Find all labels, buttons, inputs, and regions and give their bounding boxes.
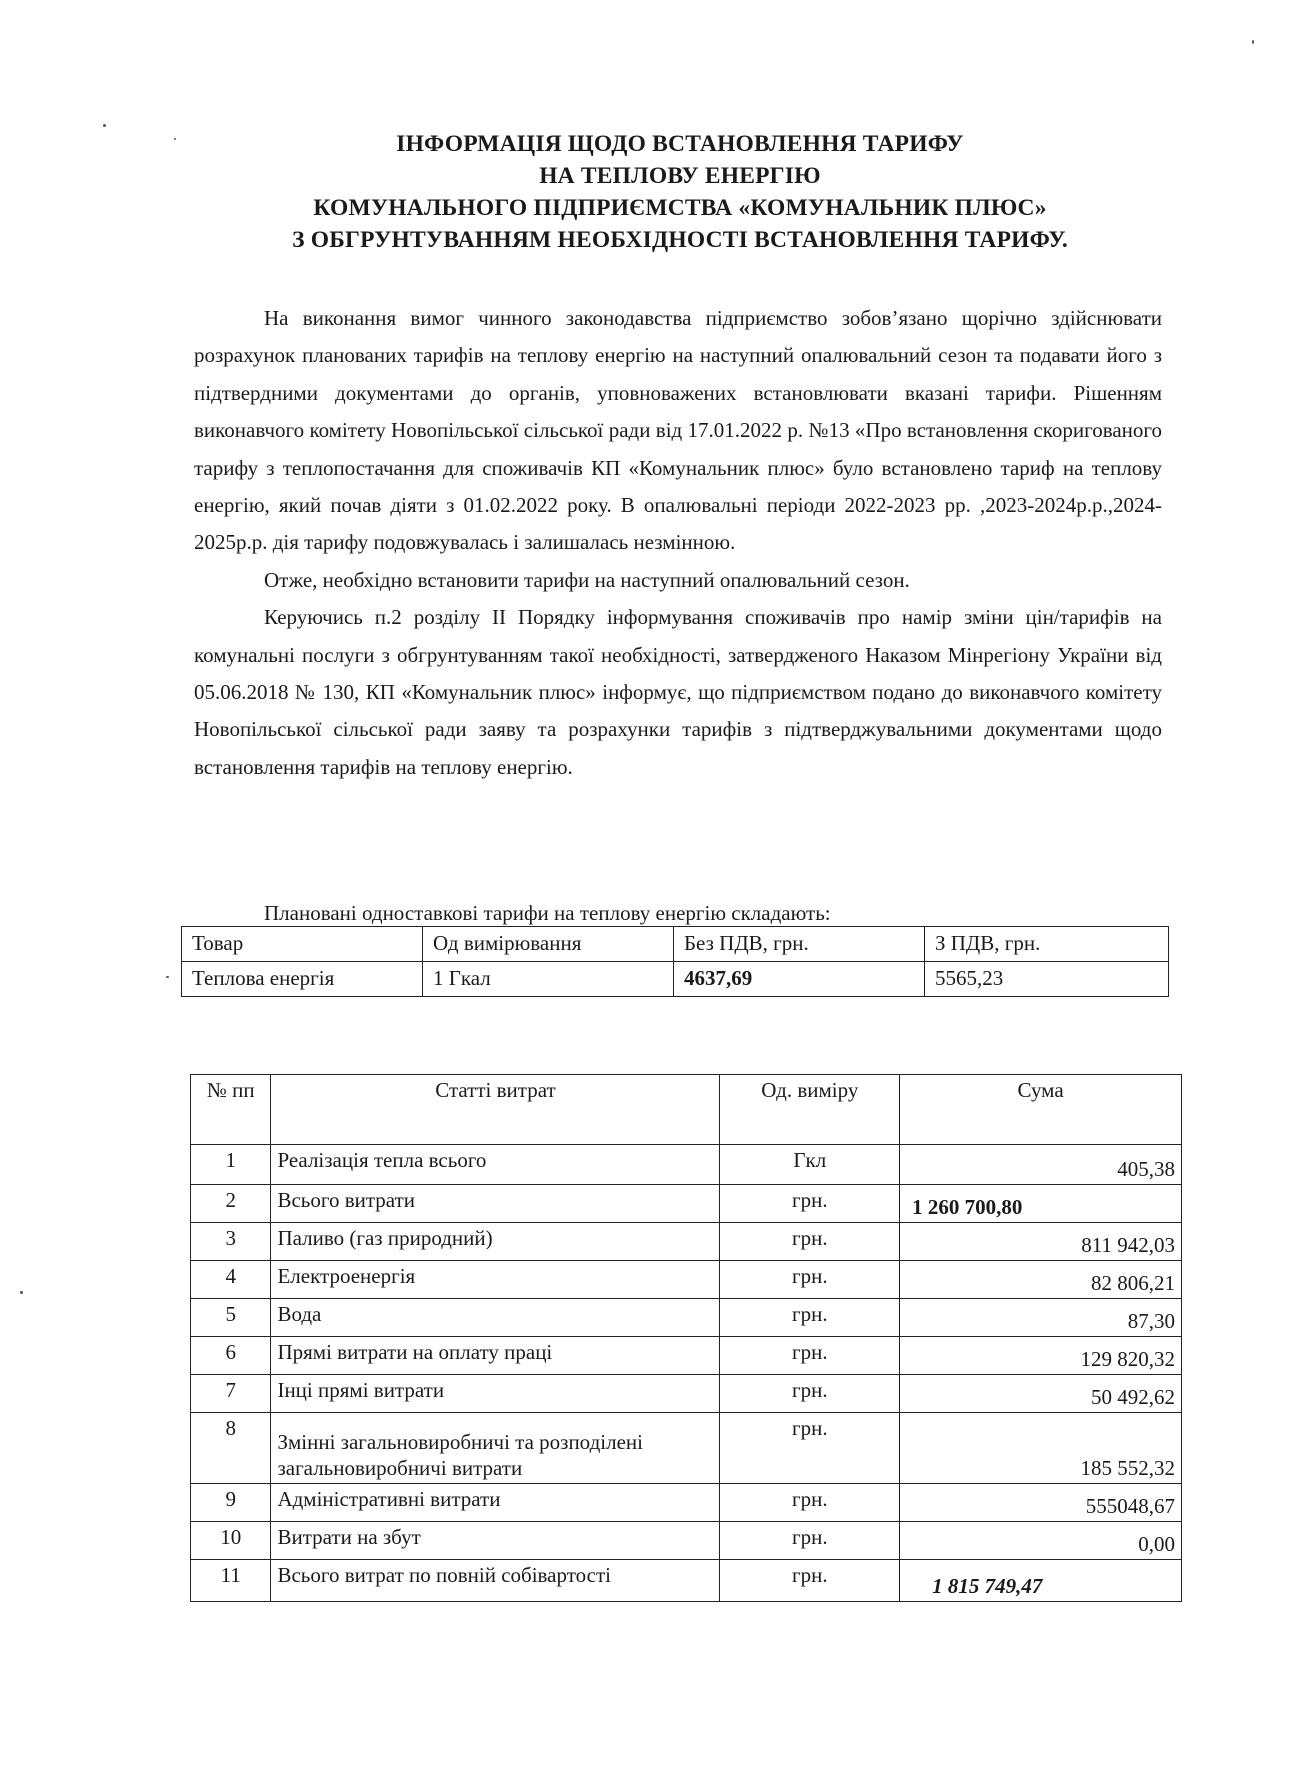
row-number: 1 [191, 1145, 271, 1185]
row-number: 7 [191, 1375, 271, 1413]
tariff-header-cell: Товар [182, 927, 423, 962]
row-number: 10 [191, 1522, 271, 1560]
table-row [191, 1185, 1182, 1223]
row-unit: грн. [720, 1560, 900, 1602]
tariff-cell-product: Теплова енергія [182, 962, 423, 997]
tariff-header-cell: Од вимірювання [423, 927, 674, 962]
tariff-cell-without-vat: 4637,69 [674, 962, 925, 997]
tariff-table [181, 926, 1169, 997]
row-number: 5 [191, 1299, 271, 1337]
title-line-2: НА ТЕПЛОВУ ЕНЕРГІЮ [539, 163, 821, 189]
row-sum: 185 552,32 [900, 1413, 1182, 1484]
table-row [191, 1522, 1182, 1560]
row-number: 8 [191, 1413, 271, 1484]
tariff-header-cell: З ПДВ, грн. [925, 927, 1169, 962]
table-row [191, 1145, 1182, 1185]
row-number: 2 [191, 1185, 271, 1223]
tariff-row [182, 962, 1169, 997]
row-number: 6 [191, 1337, 271, 1375]
scan-speck [20, 1291, 23, 1294]
row-sum: 1 260 700,80 [900, 1185, 1182, 1223]
title-line-1: ІНФОРМАЦІЯ ЩОДО ВСТАНОВЛЕННЯ ТАРИФУ [396, 131, 964, 157]
row-unit: грн. [720, 1375, 900, 1413]
row-unit: грн. [720, 1299, 900, 1337]
row-unit: грн. [720, 1337, 900, 1375]
title-line-4: З ОБГРУНТУВАННЯМ НЕОБХІДНОСТІ ВСТАНОВЛЕННЯ ТАРИФУ. [292, 227, 1068, 253]
row-number: 3 [191, 1223, 271, 1261]
row-unit: Гкл [720, 1145, 900, 1185]
tariff-header-cell: Без ПДВ, грн. [674, 927, 925, 962]
paragraph-3: Керуючись п.2 розділу ІІ Порядку інформування споживачів про намір зміни цін/тарифів на комунальні послуги з обгрунтуванням такої необхідності, затвердженого Наказом Мінрегіону України від 05.06.2018 № 130, КП «Комунальник плюс» інформує, що підприємством подано до виконавчого комітету Новопільської сільської ради заяву та розрахунки тарифів з підтверджувальними документами щодо встановлення тарифів на теплову енергію. [194, 605, 1162, 779]
row-item: Інці прямі витрати [271, 1375, 720, 1413]
cost-header-sum: Сума [900, 1075, 1182, 1145]
cost-header-unit: Од. виміру [720, 1075, 900, 1145]
cost-header-items: Статті витрат [271, 1075, 720, 1145]
row-number: 9 [191, 1484, 271, 1522]
cost-table [190, 1074, 1182, 1602]
row-unit: грн. [720, 1413, 900, 1484]
tariff-cell-unit: 1 Гкал [423, 962, 674, 997]
row-sum: 0,00 [900, 1522, 1182, 1560]
row-unit: грн. [720, 1223, 900, 1261]
table-row [191, 1337, 1182, 1375]
row-sum: 87,30 [900, 1299, 1182, 1337]
paragraph-2: Отже, необхідно встановити тарифи на наступний опалювальний сезон. [264, 567, 910, 592]
scan-speck [174, 138, 176, 140]
row-sum: 405,38 [900, 1145, 1182, 1185]
row-item: Всього витрат по повній собівартості [271, 1560, 720, 1602]
row-unit: грн. [720, 1185, 900, 1223]
row-item: Змінні загальновиробничі та розподілені загальновиробничі витрати [271, 1413, 720, 1484]
row-sum: 811 942,03 [900, 1223, 1182, 1261]
row-unit: грн. [720, 1261, 900, 1299]
row-sum: 82 806,21 [900, 1261, 1182, 1299]
table-row [191, 1413, 1182, 1484]
scan-speck [103, 124, 106, 127]
row-item: Всього витрати [271, 1185, 720, 1223]
tariff-header-row [182, 927, 1169, 962]
paragraph-1: На виконання вимог чинного законодавства підприємство зобов’язано щорічно здійснювати розрахунок планованих тарифів на теплову енергію на наступний опалювальний сезон та подавати його з підтвердними документами до органів, уповноважених встановлювати вказані тарифи. Рішенням виконавчого комітету Новопільської сільської ради від 17.01.2022 р. №13 «Про встановлення скоригованого тарифу з теплопостачання для споживачів КП «Комунальник плюс» було встановлено тариф на теплову енергію, який почав діяти з 01.02.2022 року. В опалювальні періоди 2022-2023 рр. ,2023-2024р.р.,2024-2025р.р. дія тарифу подовжувалась і залишалась незмінною. [194, 306, 1162, 555]
table-row [191, 1299, 1182, 1337]
row-item: Вода [271, 1299, 720, 1337]
table-row [191, 1261, 1182, 1299]
cost-header-number: № пп [191, 1075, 271, 1145]
scan-speck [1252, 40, 1254, 44]
table-row [191, 1223, 1182, 1261]
row-unit: грн. [720, 1522, 900, 1560]
row-sum: 129 820,32 [900, 1337, 1182, 1375]
tariff-intro: Плановані одноставкові тарифи на теплову енергію складають: [264, 901, 831, 925]
title-line-3: КОМУНАЛЬНОГО ПІДПРИЄМСТВА «КОМУНАЛЬНИК ПЛЮС» [313, 195, 1047, 221]
row-sum: 1 815 749,47 [900, 1560, 1182, 1602]
row-item: Адміністративні витрати [271, 1484, 720, 1522]
row-sum: 50 492,62 [900, 1375, 1182, 1413]
row-item: Витрати на збут [271, 1522, 720, 1560]
table-row [191, 1484, 1182, 1522]
row-unit: грн. [720, 1484, 900, 1522]
row-item: Прямі витрати на оплату праці [271, 1337, 720, 1375]
document-title [180, 128, 1180, 256]
row-item: Реалізація тепла всього [271, 1145, 720, 1185]
table-row [191, 1375, 1182, 1413]
row-sum: 555048,67 [900, 1484, 1182, 1522]
body-text [194, 300, 1162, 786]
row-item: Електроенергія [271, 1261, 720, 1299]
tariff-cell-with-vat: 5565,23 [925, 962, 1169, 997]
row-item: Паливо (газ природний) [271, 1223, 720, 1261]
row-number: 4 [191, 1261, 271, 1299]
cost-header-row [191, 1075, 1182, 1145]
table-row [191, 1560, 1182, 1602]
row-number: 11 [191, 1560, 271, 1602]
scan-speck [166, 976, 169, 978]
